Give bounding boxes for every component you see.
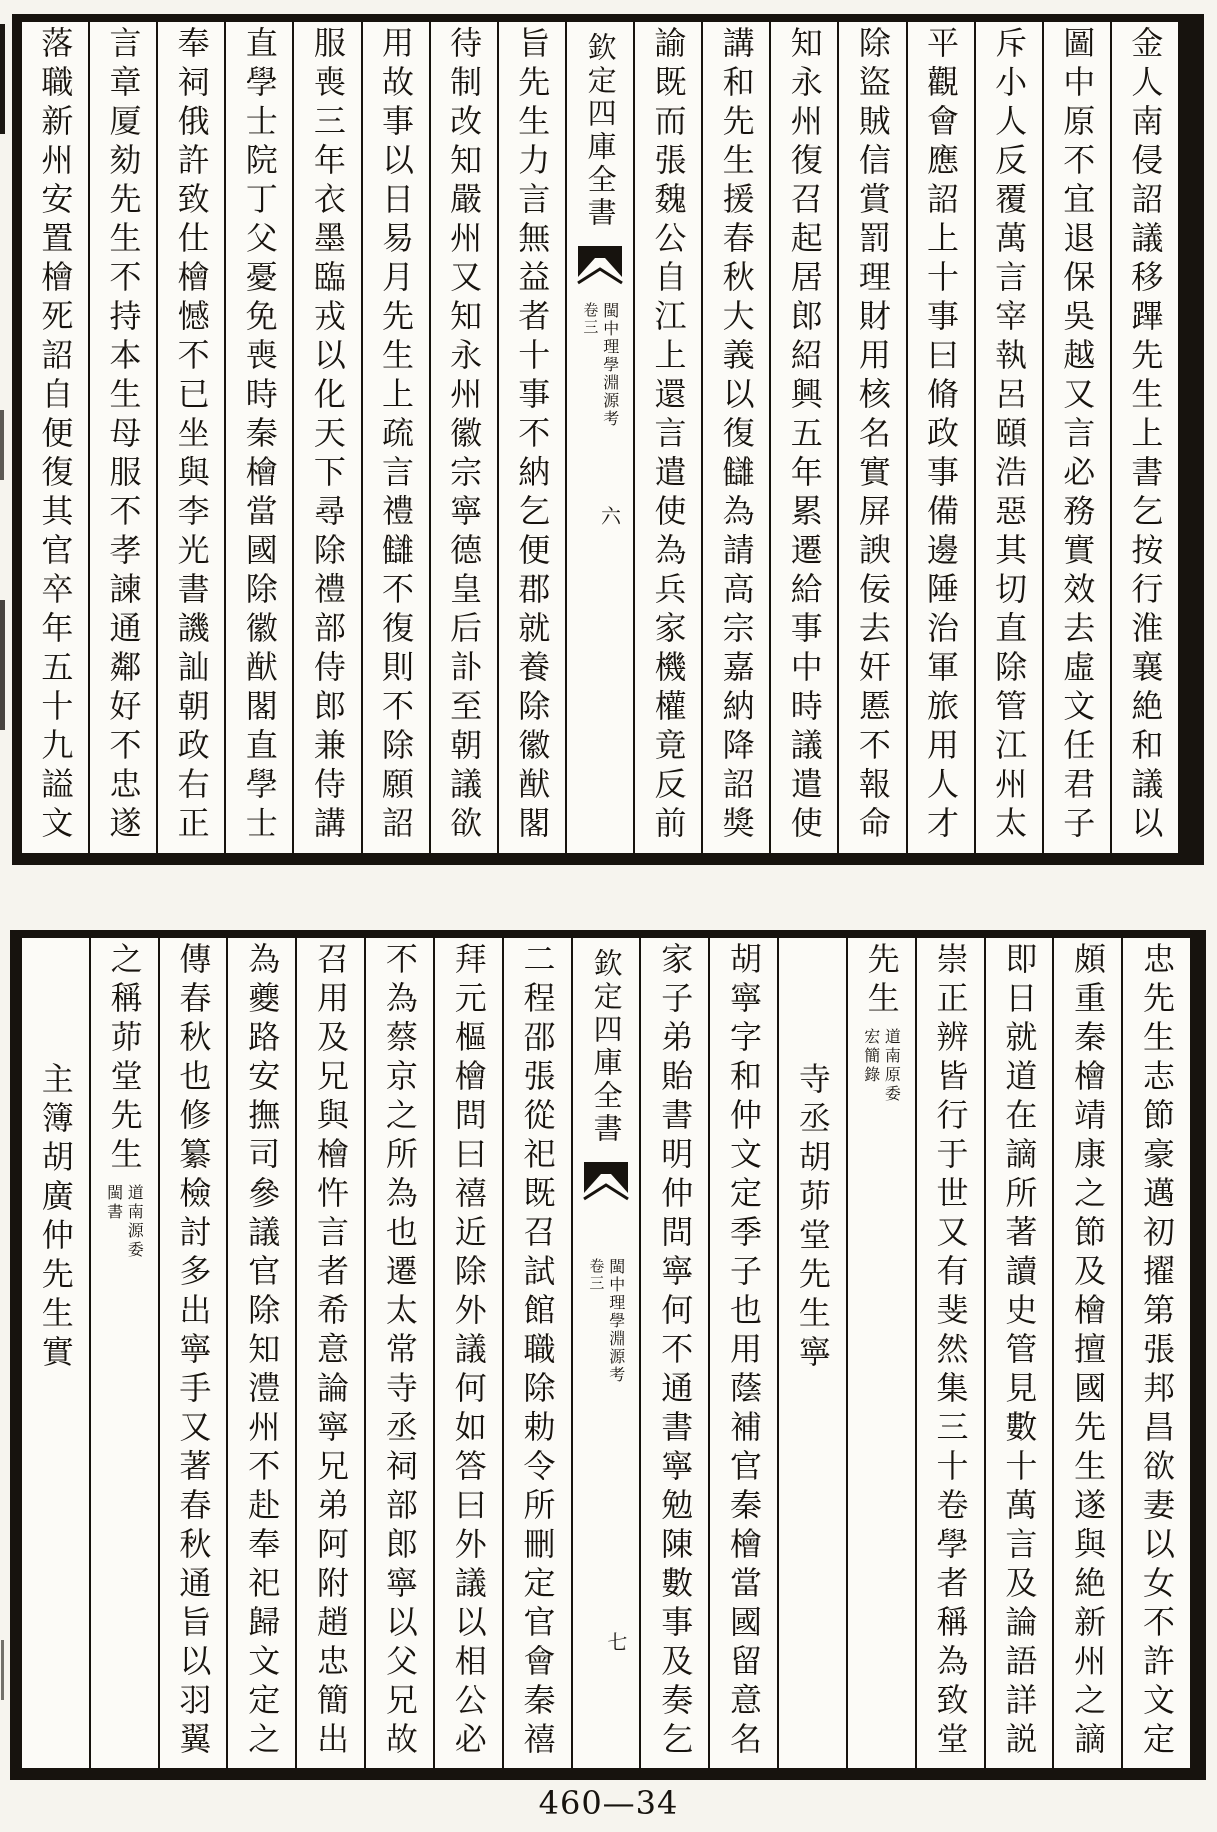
text-column xyxy=(1042,22,1110,853)
column-text: 崇正辨皆行于世又有斐然集三十卷學者稱為致堂 xyxy=(931,942,970,1761)
column-text: 忠先生志節豪邁初擢第張邦昌欲妻以女不許文定 xyxy=(1137,942,1176,1761)
banxin-volume-title: 閩中理學淵源考 xyxy=(606,1258,626,1384)
text-block-top xyxy=(12,14,1204,865)
column-text: 召用及兄與檜忤言者希意論寧兄弟阿附趙忠簡出 xyxy=(312,942,351,1761)
column-text: 除盜賊信賞罰理財用核名實屏諛佞去奸慝不報命 xyxy=(853,26,892,845)
text-column xyxy=(156,22,224,853)
banxin-juan-label: 卷三 xyxy=(581,302,600,336)
text-column xyxy=(429,22,497,853)
source-annotation-left: 宏簡錄 xyxy=(861,1028,881,1085)
text-column xyxy=(915,938,984,1768)
text-column xyxy=(1052,938,1121,1768)
column-text: 圖中原不宜退保吳越又言必務實效去虛文任君子 xyxy=(1058,26,1097,845)
text-column xyxy=(984,938,1053,1768)
text-column xyxy=(708,938,777,1768)
text-column xyxy=(88,22,156,853)
text-column xyxy=(292,22,360,853)
column-text: 知永州復召起居郎紹興五年累遷給事中時議遣使 xyxy=(785,26,824,845)
column-text: 頗重秦檜靖康之節及檜擅國先生遂與絶新州之謫 xyxy=(1069,942,1108,1761)
text-column xyxy=(224,22,292,853)
column-text: 旨先生力言無益者十事不納乞便郡就養除徽猷閣 xyxy=(513,26,552,845)
text-column xyxy=(502,938,571,1768)
text-block-bottom xyxy=(10,930,1206,1780)
column-text: 講和先生援春秋大義以復讎為請高宗嘉納降詔獎 xyxy=(717,26,756,845)
column-text: 傳春秋也修纂檢討多出寧手又著春秋通旨以羽翼 xyxy=(174,942,213,1761)
column-text: 服喪三年衣墨臨戎以化天下尋除禮部侍郎兼侍講 xyxy=(308,26,347,845)
text-column xyxy=(89,938,158,1768)
text-column xyxy=(158,938,227,1768)
plate-number: 460—34 xyxy=(538,1784,679,1822)
text-column xyxy=(1110,22,1178,853)
column-text: 不為蔡京之所為也遷太常寺丞祠部郎寧以父兄故 xyxy=(380,942,419,1761)
text-column xyxy=(906,22,974,853)
text-column xyxy=(974,22,1042,853)
text-column xyxy=(295,938,364,1768)
banxin-volume-title: 閩中理學淵源考 xyxy=(600,302,620,428)
column-text: 諭既而張魏公自江上還言遣使為兵家機權竟反前 xyxy=(649,26,688,845)
fishtail-mark xyxy=(583,1162,629,1204)
scan-artifact xyxy=(0,24,5,134)
entry-heading-column xyxy=(777,938,846,1768)
column-text: 直學士院丁父憂免喪時秦檜當國除徽猷閣直學士 xyxy=(240,26,279,845)
column-text: 金人南侵詔議移蹕先生上書乞按行淮襄絶和議以 xyxy=(1126,26,1165,845)
column-text: 平觀會應詔上十事曰脩政事備邊陲治軍旅用人才 xyxy=(921,26,960,845)
source-annotation-right: 道南原委 xyxy=(882,1028,902,1104)
source-annotation-left: 閩書 xyxy=(104,1184,124,1222)
column-text: 即日就道在謫所著讀史管見數十萬言及論語詳説 xyxy=(1000,942,1039,1761)
text-column xyxy=(364,938,433,1768)
text-column xyxy=(633,22,701,853)
column-text: 二程邵張從祀既召試館職除勅令所刪定官會秦禧 xyxy=(518,942,557,1761)
fishtail-mark xyxy=(577,246,623,288)
scan-artifact xyxy=(0,600,5,730)
text-column xyxy=(361,22,429,853)
text-column xyxy=(701,22,769,853)
banxin-folio-number: 六 xyxy=(601,504,621,528)
entry-heading-text: 主簿胡廣仲先生實 xyxy=(36,1062,75,1374)
banxin-book-title: 欽定四庫全書 xyxy=(583,32,618,230)
scan-artifact xyxy=(0,410,4,480)
text-column xyxy=(846,938,915,1768)
text-column xyxy=(433,938,502,1768)
column-text: 待制改知嚴州又知永州徽宗寧德皇后訃至朝議欲 xyxy=(445,26,484,845)
column-text: 先生 xyxy=(862,942,901,1020)
column-text: 家子弟貽書明仲問寧何不通書寧勉陳數事及奏乞 xyxy=(656,942,695,1761)
banxin-folio-number: 七 xyxy=(607,1630,628,1654)
column-text: 言章厦劾先生不持本生母服不孝諫通鄰好不忠遂 xyxy=(104,26,143,845)
text-column xyxy=(769,22,837,853)
column-text: 斥小人反覆萬言宰執呂頤浩惡其切直除管江州太 xyxy=(990,26,1029,845)
column-text: 之稱茆堂先生 xyxy=(105,942,144,1176)
source-annotation xyxy=(105,1184,143,1260)
banxin-center-column xyxy=(571,938,640,1768)
text-column xyxy=(639,938,708,1768)
column-text: 落職新州安置檜死詔自便復其官卒年五十九謚文 xyxy=(36,26,75,845)
entry-heading-column xyxy=(22,938,89,1768)
text-column xyxy=(837,22,905,853)
banxin-juan-label: 卷三 xyxy=(587,1258,606,1292)
source-annotation-right: 道南源委 xyxy=(125,1184,145,1260)
text-column xyxy=(497,22,565,853)
column-text: 用故事以日易月先生上疏言禮讎不復則不除願詔 xyxy=(376,26,415,845)
column-text: 拜元樞檜問曰禧近除外議何如答曰外議以相公必 xyxy=(449,942,488,1761)
banxin-center-column xyxy=(565,22,633,853)
text-column xyxy=(1121,938,1190,1768)
banxin-book-title: 欽定四庫全書 xyxy=(589,948,624,1146)
scan-artifact xyxy=(1,1640,4,1700)
text-column xyxy=(22,22,88,853)
column-text: 胡寧字和仲文定季子也用蔭補官秦檜當國留意名 xyxy=(725,942,764,1761)
banxin-title-group xyxy=(587,1258,625,1384)
column-text: 為夔路安撫司參議官除知澧州不赴奉祀歸文定之 xyxy=(243,942,282,1761)
entry-heading-text: 寺丞胡茆堂先生寧 xyxy=(793,1062,832,1374)
column-text: 奉祠俄許致仕檜憾不已坐與李光書譏訕朝政右正 xyxy=(172,26,211,845)
source-annotation xyxy=(862,1028,900,1104)
text-column xyxy=(226,938,295,1768)
banxin-title-group xyxy=(581,302,619,428)
